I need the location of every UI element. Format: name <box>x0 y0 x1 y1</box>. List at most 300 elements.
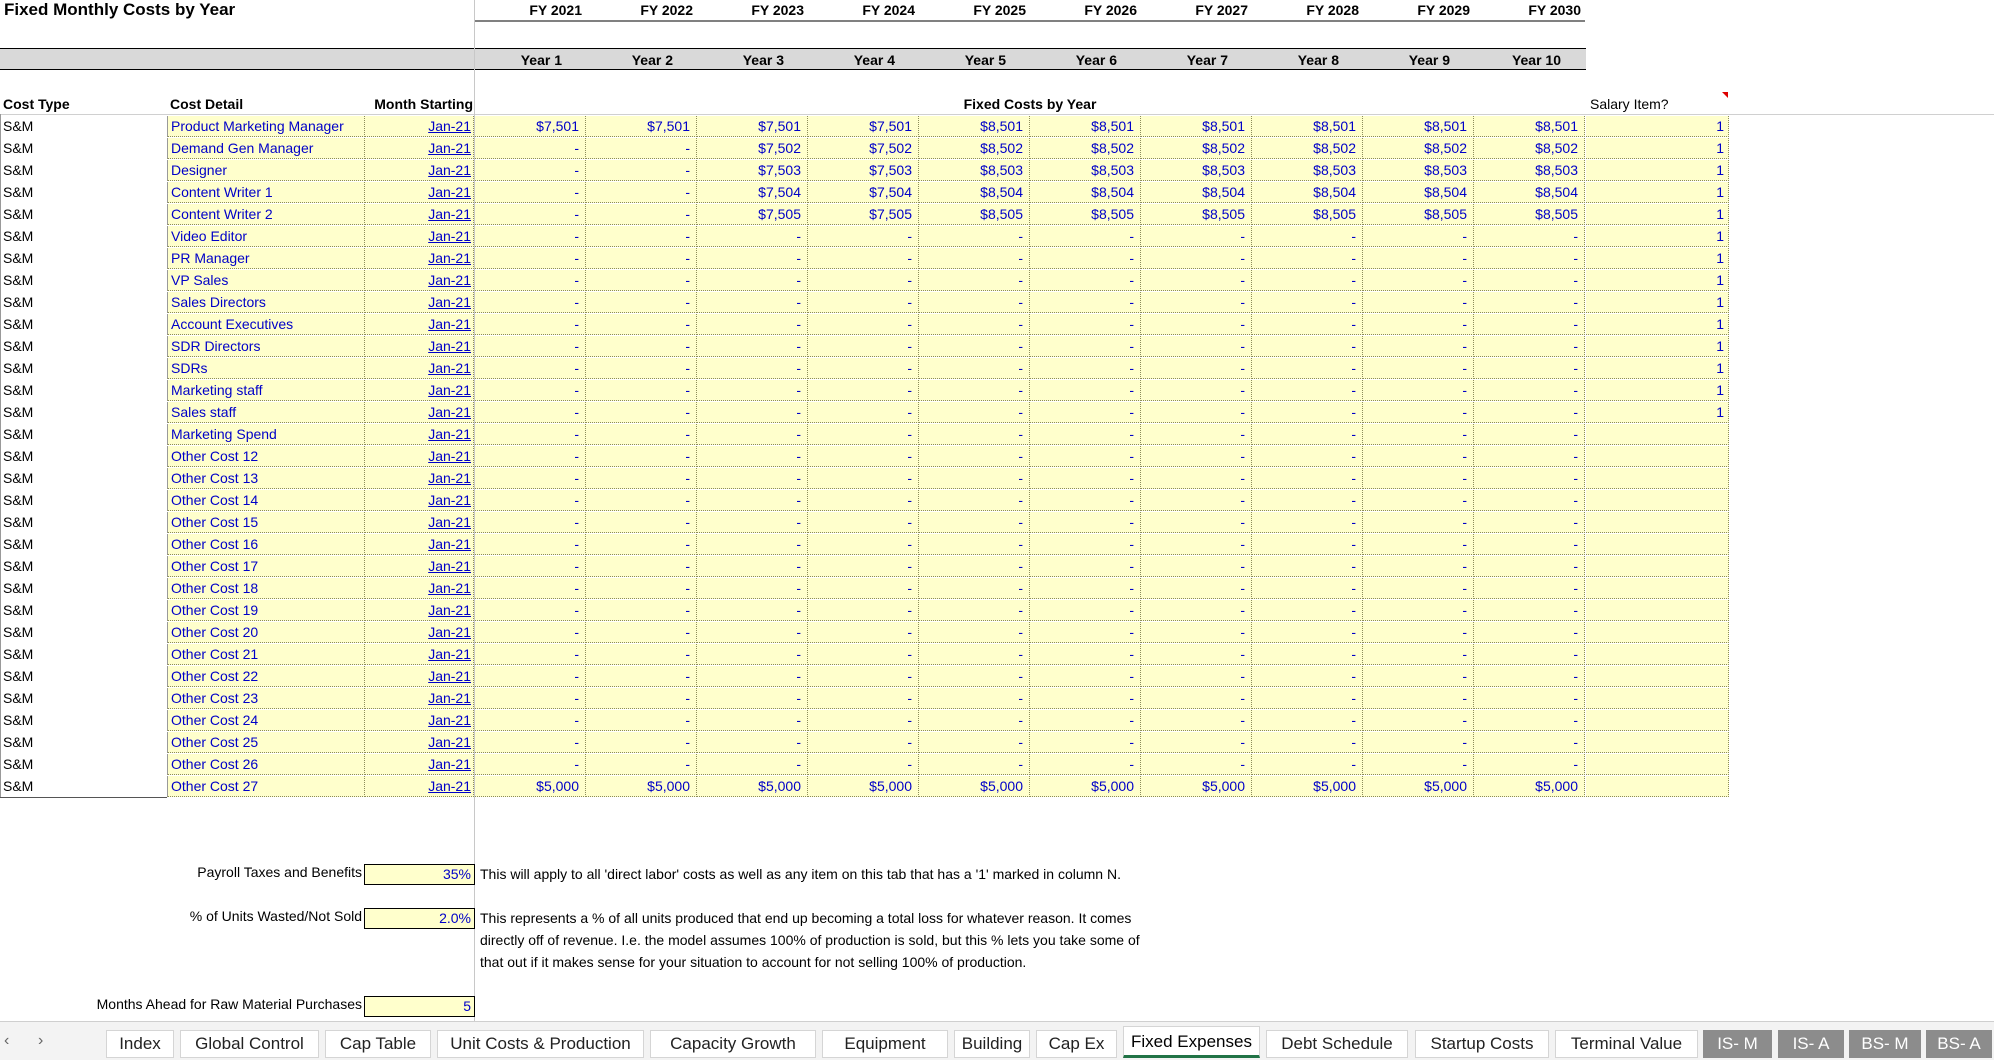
fixed-cost-cell[interactable]: - <box>808 446 919 467</box>
fixed-cost-cell[interactable]: - <box>1363 358 1474 379</box>
fixed-cost-cell[interactable]: - <box>1363 226 1474 247</box>
fixed-cost-cell[interactable]: - <box>475 226 586 247</box>
fixed-cost-cell[interactable]: - <box>1030 622 1141 643</box>
fixed-cost-cell[interactable]: - <box>697 732 808 753</box>
fixed-cost-cell[interactable]: - <box>1252 226 1363 247</box>
salary-item-cell[interactable]: 1 <box>1586 182 1729 203</box>
fixed-cost-cell[interactable]: - <box>919 512 1030 533</box>
fixed-cost-cell[interactable]: - <box>1141 556 1252 577</box>
fixed-cost-cell[interactable]: - <box>1141 732 1252 753</box>
fixed-cost-cell[interactable]: - <box>1141 600 1252 621</box>
fixed-cost-cell[interactable]: - <box>1363 292 1474 313</box>
salary-item-cell[interactable]: 1 <box>1586 248 1729 269</box>
fixed-cost-cell[interactable]: - <box>697 314 808 335</box>
fixed-cost-cell[interactable]: - <box>1363 424 1474 445</box>
fixed-cost-cell[interactable]: - <box>1474 468 1585 489</box>
month-starting-cell[interactable]: Jan-21 <box>365 116 474 137</box>
fixed-cost-cell[interactable]: - <box>1474 424 1585 445</box>
fixed-cost-cell[interactable]: $8,504 <box>1474 182 1585 203</box>
cost-detail-cell[interactable]: VP Sales <box>167 270 365 291</box>
sheet-tab[interactable]: IS- A <box>1778 1030 1844 1058</box>
sheet-tab[interactable]: Index <box>106 1030 174 1058</box>
fixed-cost-cell[interactable]: - <box>1030 600 1141 621</box>
fixed-cost-cell[interactable]: - <box>1252 468 1363 489</box>
fixed-cost-cell[interactable]: - <box>586 314 697 335</box>
fixed-cost-cell[interactable]: - <box>1030 226 1141 247</box>
fixed-cost-cell[interactable]: - <box>1252 402 1363 423</box>
fixed-cost-cell[interactable]: - <box>475 446 586 467</box>
fixed-cost-cell[interactable]: $8,502 <box>1474 138 1585 159</box>
cost-type-cell[interactable]: S&M <box>3 514 34 530</box>
fixed-cost-cell[interactable]: - <box>1141 512 1252 533</box>
fixed-cost-cell[interactable]: - <box>919 600 1030 621</box>
cost-type-cell[interactable]: S&M <box>3 492 34 508</box>
fixed-cost-cell[interactable]: - <box>586 424 697 445</box>
fixed-cost-cell[interactable]: - <box>697 556 808 577</box>
month-starting-cell[interactable]: Jan-21 <box>365 600 474 621</box>
fixed-cost-cell[interactable]: $8,505 <box>1141 204 1252 225</box>
fixed-cost-cell[interactable]: - <box>586 578 697 599</box>
cost-detail-cell[interactable]: SDRs <box>167 358 365 379</box>
fixed-cost-cell[interactable]: $8,505 <box>919 204 1030 225</box>
salary-item-cell[interactable] <box>1586 754 1729 775</box>
fixed-cost-cell[interactable]: - <box>1252 314 1363 335</box>
fixed-cost-cell[interactable]: - <box>808 380 919 401</box>
fixed-cost-cell[interactable]: - <box>808 336 919 357</box>
salary-item-cell[interactable]: 1 <box>1586 204 1729 225</box>
fixed-cost-cell[interactable]: $8,505 <box>1474 204 1585 225</box>
month-starting-cell[interactable]: Jan-21 <box>365 138 474 159</box>
fixed-cost-cell[interactable]: $8,505 <box>1030 204 1141 225</box>
cost-detail-cell[interactable]: Marketing Spend <box>167 424 365 445</box>
month-starting-cell[interactable]: Jan-21 <box>365 622 474 643</box>
fixed-cost-cell[interactable]: - <box>586 160 697 181</box>
fixed-cost-cell[interactable]: $8,504 <box>1252 182 1363 203</box>
fixed-cost-cell[interactable]: - <box>1030 710 1141 731</box>
fixed-cost-cell[interactable]: $7,503 <box>697 160 808 181</box>
fixed-cost-cell[interactable]: $8,503 <box>1363 160 1474 181</box>
fixed-cost-cell[interactable]: - <box>1030 578 1141 599</box>
fixed-cost-cell[interactable]: - <box>1363 534 1474 555</box>
cost-type-cell[interactable]: S&M <box>3 690 34 706</box>
fixed-cost-cell[interactable]: $8,503 <box>1141 160 1252 181</box>
sheet-tab[interactable]: BS- A <box>1926 1030 1992 1058</box>
fixed-cost-cell[interactable]: $5,000 <box>697 776 808 797</box>
cost-type-cell[interactable]: S&M <box>3 646 34 662</box>
month-starting-cell[interactable]: Jan-21 <box>365 578 474 599</box>
fixed-cost-cell[interactable]: - <box>919 336 1030 357</box>
fixed-cost-cell[interactable]: - <box>919 490 1030 511</box>
cost-type-cell[interactable]: S&M <box>3 536 34 552</box>
wasted-input[interactable]: 2.0% <box>364 908 475 929</box>
fixed-cost-cell[interactable]: - <box>475 468 586 489</box>
cost-type-cell[interactable]: S&M <box>3 360 34 376</box>
fixed-cost-cell[interactable]: - <box>1363 314 1474 335</box>
fixed-cost-cell[interactable]: - <box>697 490 808 511</box>
fixed-cost-cell[interactable]: - <box>697 754 808 775</box>
fixed-cost-cell[interactable]: - <box>586 622 697 643</box>
salary-item-cell[interactable] <box>1586 556 1729 577</box>
fixed-cost-cell[interactable]: - <box>1030 380 1141 401</box>
fixed-cost-cell[interactable]: - <box>1474 622 1585 643</box>
fixed-cost-cell[interactable]: - <box>1030 512 1141 533</box>
fixed-cost-cell[interactable]: $5,000 <box>1252 776 1363 797</box>
fixed-cost-cell[interactable]: $8,503 <box>1252 160 1363 181</box>
fixed-cost-cell[interactable]: - <box>475 732 586 753</box>
fixed-cost-cell[interactable]: - <box>1141 270 1252 291</box>
fixed-cost-cell[interactable]: - <box>1363 754 1474 775</box>
fixed-cost-cell[interactable]: - <box>1141 534 1252 555</box>
fixed-cost-cell[interactable]: - <box>1474 270 1585 291</box>
fixed-cost-cell[interactable]: - <box>808 622 919 643</box>
fixed-cost-cell[interactable]: - <box>919 754 1030 775</box>
cost-type-cell[interactable]: S&M <box>3 272 34 288</box>
fixed-cost-cell[interactable]: - <box>808 688 919 709</box>
fixed-cost-cell[interactable]: - <box>1252 600 1363 621</box>
sheet-tab[interactable]: Cap Table <box>325 1030 431 1058</box>
fixed-cost-cell[interactable]: - <box>919 226 1030 247</box>
cost-type-cell[interactable]: S&M <box>3 602 34 618</box>
month-starting-cell[interactable]: Jan-21 <box>365 754 474 775</box>
month-starting-cell[interactable]: Jan-21 <box>365 424 474 445</box>
fixed-cost-cell[interactable]: - <box>919 622 1030 643</box>
fixed-cost-cell[interactable]: - <box>1141 358 1252 379</box>
fixed-cost-cell[interactable]: $8,504 <box>919 182 1030 203</box>
fixed-cost-cell[interactable]: - <box>1030 270 1141 291</box>
fixed-cost-cell[interactable]: - <box>697 336 808 357</box>
fixed-cost-cell[interactable]: - <box>697 248 808 269</box>
fixed-cost-cell[interactable]: - <box>1363 446 1474 467</box>
cost-detail-cell[interactable]: Other Cost 26 <box>167 754 365 775</box>
cost-type-cell[interactable]: S&M <box>3 580 34 596</box>
salary-item-cell[interactable]: 1 <box>1586 138 1729 159</box>
fixed-cost-cell[interactable]: - <box>808 402 919 423</box>
fixed-cost-cell[interactable]: - <box>1252 358 1363 379</box>
fixed-cost-cell[interactable]: - <box>919 732 1030 753</box>
fixed-cost-cell[interactable]: - <box>475 336 586 357</box>
fixed-cost-cell[interactable]: - <box>1030 402 1141 423</box>
sheet-tab[interactable]: Startup Costs <box>1415 1030 1549 1058</box>
cost-type-cell[interactable]: S&M <box>3 184 34 200</box>
sheet-tab[interactable]: Equipment <box>822 1030 948 1058</box>
fixed-cost-cell[interactable]: $7,505 <box>808 204 919 225</box>
fixed-cost-cell[interactable]: - <box>919 666 1030 687</box>
fixed-cost-cell[interactable]: - <box>1363 380 1474 401</box>
salary-item-cell[interactable] <box>1586 578 1729 599</box>
fixed-cost-cell[interactable]: - <box>1363 556 1474 577</box>
fixed-cost-cell[interactable]: - <box>697 578 808 599</box>
fixed-cost-cell[interactable]: - <box>919 578 1030 599</box>
fixed-cost-cell[interactable]: - <box>1363 402 1474 423</box>
cost-type-cell[interactable]: S&M <box>3 558 34 574</box>
fixed-cost-cell[interactable]: - <box>475 138 586 159</box>
fixed-cost-cell[interactable]: - <box>1474 600 1585 621</box>
fixed-cost-cell[interactable]: - <box>1363 512 1474 533</box>
fixed-cost-cell[interactable]: $5,000 <box>1141 776 1252 797</box>
cost-type-cell[interactable]: S&M <box>3 118 34 134</box>
salary-item-cell[interactable] <box>1586 710 1729 731</box>
fixed-cost-cell[interactable]: - <box>1141 754 1252 775</box>
salary-item-cell[interactable] <box>1586 446 1729 467</box>
month-starting-cell[interactable]: Jan-21 <box>365 292 474 313</box>
month-starting-cell[interactable]: Jan-21 <box>365 534 474 555</box>
fixed-cost-cell[interactable]: - <box>808 600 919 621</box>
cost-type-cell[interactable]: S&M <box>3 228 34 244</box>
fixed-cost-cell[interactable]: - <box>1141 424 1252 445</box>
fixed-cost-cell[interactable]: - <box>919 710 1030 731</box>
fixed-cost-cell[interactable]: $8,501 <box>1252 116 1363 137</box>
month-starting-cell[interactable]: Jan-21 <box>365 336 474 357</box>
cost-detail-cell[interactable]: Other Cost 16 <box>167 534 365 555</box>
month-starting-cell[interactable]: Jan-21 <box>365 468 474 489</box>
fixed-cost-cell[interactable]: - <box>1030 358 1141 379</box>
month-starting-cell[interactable]: Jan-21 <box>365 248 474 269</box>
fixed-cost-cell[interactable]: - <box>808 710 919 731</box>
fixed-cost-cell[interactable]: - <box>1252 424 1363 445</box>
fixed-cost-cell[interactable]: - <box>1474 754 1585 775</box>
cost-detail-cell[interactable]: Other Cost 15 <box>167 512 365 533</box>
cost-detail-cell[interactable]: Other Cost 23 <box>167 688 365 709</box>
months-ahead-input[interactable]: 5 <box>364 996 475 1017</box>
fixed-cost-cell[interactable]: $8,502 <box>1030 138 1141 159</box>
fixed-cost-cell[interactable]: - <box>586 380 697 401</box>
fixed-cost-cell[interactable]: - <box>1030 644 1141 665</box>
cost-type-cell[interactable]: S&M <box>3 316 34 332</box>
fixed-cost-cell[interactable]: - <box>586 468 697 489</box>
fixed-cost-cell[interactable]: - <box>808 490 919 511</box>
fixed-cost-cell[interactable]: - <box>919 358 1030 379</box>
cost-type-cell[interactable]: S&M <box>3 470 34 486</box>
month-starting-cell[interactable]: Jan-21 <box>365 490 474 511</box>
month-starting-cell[interactable]: Jan-21 <box>365 710 474 731</box>
cost-type-cell[interactable]: S&M <box>3 426 34 442</box>
fixed-cost-cell[interactable]: - <box>586 688 697 709</box>
fixed-cost-cell[interactable]: - <box>1141 468 1252 489</box>
fixed-cost-cell[interactable]: - <box>475 512 586 533</box>
fixed-cost-cell[interactable]: - <box>1363 622 1474 643</box>
fixed-cost-cell[interactable]: - <box>475 644 586 665</box>
cost-detail-cell[interactable]: Product Marketing Manager <box>167 116 365 137</box>
fixed-cost-cell[interactable]: $5,000 <box>475 776 586 797</box>
cost-type-cell[interactable]: S&M <box>3 404 34 420</box>
cost-detail-cell[interactable]: Other Cost 17 <box>167 556 365 577</box>
fixed-cost-cell[interactable]: $7,501 <box>586 116 697 137</box>
fixed-cost-cell[interactable]: - <box>1474 490 1585 511</box>
salary-item-cell[interactable] <box>1586 732 1729 753</box>
fixed-cost-cell[interactable]: - <box>1252 754 1363 775</box>
fixed-cost-cell[interactable]: - <box>1363 732 1474 753</box>
fixed-cost-cell[interactable]: $8,505 <box>1252 204 1363 225</box>
fixed-cost-cell[interactable]: $7,505 <box>697 204 808 225</box>
fixed-cost-cell[interactable]: - <box>1252 556 1363 577</box>
fixed-cost-cell[interactable]: - <box>1141 446 1252 467</box>
month-starting-cell[interactable]: Jan-21 <box>365 446 474 467</box>
fixed-cost-cell[interactable]: - <box>1141 666 1252 687</box>
fixed-cost-cell[interactable]: - <box>808 578 919 599</box>
cost-detail-cell[interactable]: Other Cost 27 <box>167 776 365 797</box>
fixed-cost-cell[interactable]: - <box>919 446 1030 467</box>
cost-type-cell[interactable]: S&M <box>3 206 34 222</box>
fixed-cost-cell[interactable]: - <box>475 556 586 577</box>
cost-type-cell[interactable]: S&M <box>3 448 34 464</box>
salary-item-cell[interactable] <box>1586 622 1729 643</box>
fixed-cost-cell[interactable]: - <box>1141 622 1252 643</box>
fixed-cost-cell[interactable]: - <box>1252 446 1363 467</box>
fixed-cost-cell[interactable]: - <box>1030 468 1141 489</box>
cost-type-cell[interactable]: S&M <box>3 668 34 684</box>
fixed-cost-cell[interactable]: - <box>1363 666 1474 687</box>
sheet-tab[interactable]: Unit Costs & Production <box>437 1030 644 1058</box>
fixed-cost-cell[interactable]: - <box>1252 248 1363 269</box>
fixed-cost-cell[interactable]: - <box>475 754 586 775</box>
salary-item-cell[interactable] <box>1586 512 1729 533</box>
fixed-cost-cell[interactable]: - <box>1474 666 1585 687</box>
fixed-cost-cell[interactable]: - <box>1141 644 1252 665</box>
next-sheet-icon[interactable]: › <box>38 1032 44 1049</box>
salary-item-cell[interactable]: 1 <box>1586 358 1729 379</box>
fixed-cost-cell[interactable]: - <box>697 710 808 731</box>
salary-item-cell[interactable] <box>1586 490 1729 511</box>
fixed-cost-cell[interactable]: $5,000 <box>919 776 1030 797</box>
fixed-cost-cell[interactable]: - <box>586 446 697 467</box>
fixed-cost-cell[interactable]: - <box>697 534 808 555</box>
fixed-cost-cell[interactable]: $7,501 <box>808 116 919 137</box>
fixed-cost-cell[interactable]: - <box>1474 644 1585 665</box>
fixed-cost-cell[interactable]: - <box>697 380 808 401</box>
cost-detail-cell[interactable]: Other Cost 24 <box>167 710 365 731</box>
fixed-cost-cell[interactable]: - <box>1474 446 1585 467</box>
fixed-cost-cell[interactable]: - <box>1141 226 1252 247</box>
fixed-cost-cell[interactable]: - <box>586 512 697 533</box>
month-starting-cell[interactable]: Jan-21 <box>365 732 474 753</box>
cost-type-cell[interactable]: S&M <box>3 624 34 640</box>
fixed-cost-cell[interactable]: - <box>1252 292 1363 313</box>
fixed-cost-cell[interactable]: - <box>919 644 1030 665</box>
fixed-cost-cell[interactable]: $8,502 <box>919 138 1030 159</box>
fixed-cost-cell[interactable]: - <box>808 512 919 533</box>
fixed-cost-cell[interactable]: - <box>1474 710 1585 731</box>
month-starting-cell[interactable]: Jan-21 <box>365 644 474 665</box>
fixed-cost-cell[interactable]: - <box>1141 336 1252 357</box>
fixed-cost-cell[interactable]: - <box>919 688 1030 709</box>
cost-detail-cell[interactable]: Designer <box>167 160 365 181</box>
fixed-cost-cell[interactable]: - <box>697 666 808 687</box>
fixed-cost-cell[interactable]: - <box>586 204 697 225</box>
fixed-cost-cell[interactable]: - <box>1141 490 1252 511</box>
fixed-cost-cell[interactable]: - <box>808 226 919 247</box>
cost-detail-cell[interactable]: Other Cost 21 <box>167 644 365 665</box>
cost-detail-cell[interactable]: Other Cost 25 <box>167 732 365 753</box>
fixed-cost-cell[interactable]: - <box>808 270 919 291</box>
sheet-tab[interactable]: Building <box>954 1030 1030 1058</box>
fixed-cost-cell[interactable]: - <box>697 424 808 445</box>
salary-item-cell[interactable] <box>1586 666 1729 687</box>
fixed-cost-cell[interactable]: $5,000 <box>586 776 697 797</box>
sheet-tab[interactable]: IS- M <box>1703 1030 1772 1058</box>
month-starting-cell[interactable]: Jan-21 <box>365 226 474 247</box>
fixed-cost-cell[interactable]: - <box>475 424 586 445</box>
fixed-cost-cell[interactable]: $7,504 <box>808 182 919 203</box>
fixed-cost-cell[interactable]: - <box>697 402 808 423</box>
fixed-cost-cell[interactable]: - <box>1474 402 1585 423</box>
cost-detail-cell[interactable]: Content Writer 1 <box>167 182 365 203</box>
fixed-cost-cell[interactable]: - <box>919 380 1030 401</box>
fixed-cost-cell[interactable]: - <box>1252 644 1363 665</box>
fixed-cost-cell[interactable]: - <box>697 688 808 709</box>
cost-detail-cell[interactable]: PR Manager <box>167 248 365 269</box>
fixed-cost-cell[interactable]: $8,501 <box>1363 116 1474 137</box>
fixed-cost-cell[interactable]: - <box>1363 270 1474 291</box>
fixed-cost-cell[interactable]: $8,503 <box>919 160 1030 181</box>
fixed-cost-cell[interactable]: $8,502 <box>1363 138 1474 159</box>
cost-detail-cell[interactable]: Video Editor <box>167 226 365 247</box>
cost-type-cell[interactable]: S&M <box>3 778 34 794</box>
month-starting-cell[interactable]: Jan-21 <box>365 182 474 203</box>
prev-sheet-icon[interactable]: ‹ <box>4 1032 10 1049</box>
fixed-cost-cell[interactable]: - <box>1252 512 1363 533</box>
fixed-cost-cell[interactable]: - <box>1252 380 1363 401</box>
fixed-cost-cell[interactable]: - <box>1141 314 1252 335</box>
fixed-cost-cell[interactable]: - <box>919 270 1030 291</box>
sheet-tab[interactable]: Fixed Expenses <box>1123 1026 1260 1058</box>
month-starting-cell[interactable]: Jan-21 <box>365 556 474 577</box>
fixed-cost-cell[interactable]: - <box>1030 754 1141 775</box>
fixed-cost-cell[interactable]: - <box>697 644 808 665</box>
fixed-cost-cell[interactable]: - <box>1474 226 1585 247</box>
fixed-cost-cell[interactable]: - <box>808 666 919 687</box>
cost-type-cell[interactable]: S&M <box>3 250 34 266</box>
fixed-cost-cell[interactable]: $8,504 <box>1363 182 1474 203</box>
salary-item-cell[interactable]: 1 <box>1586 336 1729 357</box>
month-starting-cell[interactable]: Jan-21 <box>365 160 474 181</box>
fixed-cost-cell[interactable]: - <box>919 292 1030 313</box>
fixed-cost-cell[interactable]: $7,502 <box>808 138 919 159</box>
fixed-cost-cell[interactable]: - <box>475 490 586 511</box>
cost-detail-cell[interactable]: Other Cost 13 <box>167 468 365 489</box>
fixed-cost-cell[interactable]: - <box>1252 578 1363 599</box>
fixed-cost-cell[interactable]: - <box>1252 534 1363 555</box>
cost-detail-cell[interactable]: SDR Directors <box>167 336 365 357</box>
cost-detail-cell[interactable]: Marketing staff <box>167 380 365 401</box>
cost-detail-cell[interactable]: Other Cost 12 <box>167 446 365 467</box>
fixed-cost-cell[interactable]: - <box>586 732 697 753</box>
fixed-cost-cell[interactable]: - <box>1252 270 1363 291</box>
fixed-cost-cell[interactable]: - <box>808 754 919 775</box>
salary-item-cell[interactable]: 1 <box>1586 270 1729 291</box>
fixed-cost-cell[interactable]: - <box>475 600 586 621</box>
fixed-cost-cell[interactable]: - <box>1363 644 1474 665</box>
fixed-cost-cell[interactable]: - <box>1141 688 1252 709</box>
fixed-cost-cell[interactable]: $8,501 <box>1474 116 1585 137</box>
cost-detail-cell[interactable]: Sales Directors <box>167 292 365 313</box>
fixed-cost-cell[interactable]: - <box>1141 578 1252 599</box>
fixed-cost-cell[interactable]: $5,000 <box>1474 776 1585 797</box>
cost-detail-cell[interactable]: Other Cost 14 <box>167 490 365 511</box>
cost-type-cell[interactable]: S&M <box>3 294 34 310</box>
fixed-cost-cell[interactable]: - <box>586 556 697 577</box>
fixed-cost-cell[interactable]: - <box>475 688 586 709</box>
fixed-cost-cell[interactable]: - <box>919 424 1030 445</box>
sheet-tab[interactable]: Global Control <box>180 1030 319 1058</box>
fixed-cost-cell[interactable]: - <box>919 468 1030 489</box>
fixed-cost-cell[interactable]: - <box>1030 732 1141 753</box>
fixed-cost-cell[interactable]: $5,000 <box>808 776 919 797</box>
fixed-cost-cell[interactable]: $7,501 <box>475 116 586 137</box>
cost-detail-cell[interactable]: Other Cost 18 <box>167 578 365 599</box>
fixed-cost-cell[interactable]: $8,503 <box>1474 160 1585 181</box>
fixed-cost-cell[interactable]: - <box>808 314 919 335</box>
salary-item-cell[interactable]: 1 <box>1586 292 1729 313</box>
